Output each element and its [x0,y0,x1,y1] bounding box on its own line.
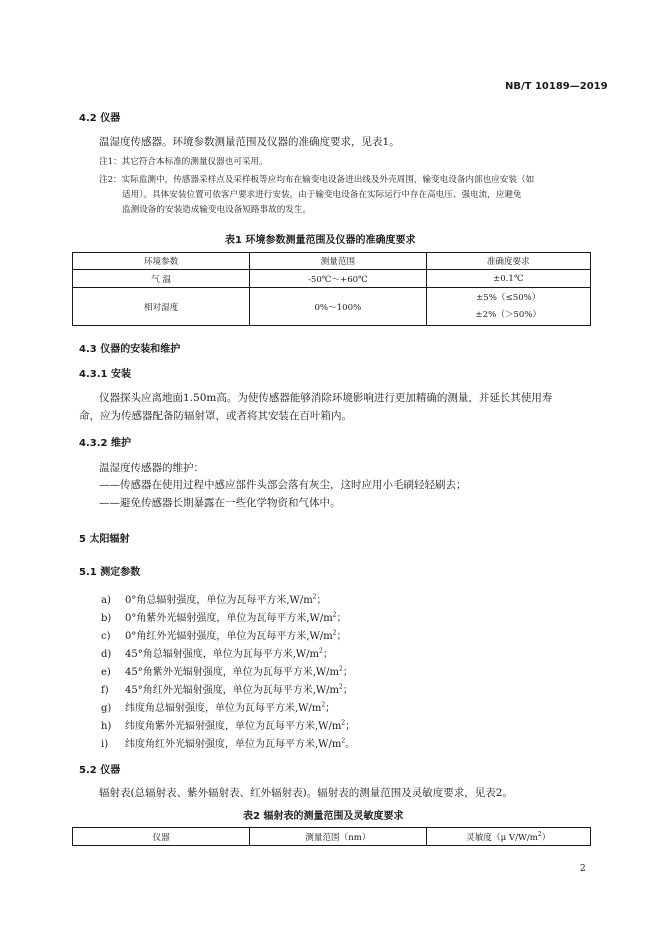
note-2-line-1: 注2：实际监测中，传感器采样点及采样板等应均布在输变电设备进出线及外壳周围，输变电设备内部也应安装（如 [99,175,535,185]
section-4-3-1-heading: 4.3.1 安装 [79,369,131,380]
section-4-2-heading: 4.2 仪器 [79,113,121,124]
list-item [101,681,353,696]
table-1-header-row [73,253,591,270]
list-item [101,735,355,750]
section-4-3-1-line-1: 仪器探头应离地面1.50m高。为使传感器能够消除环境影响进行更加精确的测量，并延长其使用寿 [99,392,553,404]
table-row [73,270,591,288]
list-item [101,627,347,642]
standard-number: NB/T 10189—2019 [505,81,608,92]
table-cell: ±0.1℃ [426,270,590,288]
section-5-1-heading: 5.1 测定参数 [79,567,141,578]
list-item [101,663,353,678]
list-text: 0°角总辐射强度，单位为瓦每平方米,W/m [125,595,313,606]
list-text: 0°角红外光辐射强度，单位为瓦每平方米,W/m [125,631,333,642]
list-marker: e) [101,667,111,678]
list-text: 纬度角总辐射强度，单位为瓦每平方米,W/m [125,703,322,714]
list-marker: i) [101,739,109,750]
table-cell: 0%～100% [250,288,426,326]
table-2-header-cell: 仪器 [73,828,250,846]
list-item [101,609,347,624]
table-2 [72,827,591,846]
section-4-2-body: 温湿度传感器。环境参数测量范围及仪器的准确度要求，见表1。 [99,136,400,148]
humidity-accuracy-high: ±2%（＞50%） [475,309,542,320]
table-1-caption: 表1 环境参数测量范围及仪器的准确度要求 [225,235,416,246]
sensitivity-label: 灵敏度（μ V/W/m [466,832,538,843]
superscript: 2 [312,593,317,601]
table-cell: 相对湿度 [73,288,250,326]
section-4-3-2-line-1: 温湿度传感器的维护： [99,462,204,474]
list-text: 45°角紫外光辐射强度，单位为瓦每平方米,W/m [125,667,340,678]
section-4-3-2-line-3: ——避免传感器长期暴露在一些化学物资和气体中。 [99,497,341,509]
table-row [73,288,591,326]
list-item [101,699,335,714]
list-end: ； [322,649,333,660]
superscript: 2 [339,665,343,673]
superscript: 2 [339,683,343,691]
table-2-caption: 表2 辐射表的测量范围及灵敏度要求 [243,811,404,822]
list-end: 。 [345,739,356,750]
section-5-heading: 5 太阳辐射 [79,534,130,545]
list-item [101,591,327,606]
section-4-3-1-line-2: 命，应为传感器配备防辐射罩，或者将其安装在百叶箱内。 [79,410,352,422]
superscript: 2 [332,629,337,637]
list-text: 纬度角红外光辐射强度，单位为瓦每平方米,W/m [125,739,342,750]
superscript: 2 [537,830,542,838]
list-end: ； [336,631,347,642]
list-marker: f) [101,685,109,696]
note-2-line-2: 适用）。具体安装位置可依客户要求进行安装，由于输变电设备在实际运行中存在高电压、强电流，应避免 [122,190,522,200]
section-4-3-2-heading: 4.3.2 维护 [79,438,131,449]
list-item [101,645,333,660]
list-end: ； [325,703,336,714]
list-text: 0°角紫外光辐射强度，单位为瓦每平方米,W/m [125,613,333,624]
list-end: ； [345,721,356,732]
list-text: 纬度角紫外光辐射强度，单位为瓦每平方米,W/m [125,721,342,732]
note-1: 注1：其它符合本标准的测量仪器也可采用。 [99,157,268,167]
table-2-header-row [73,828,591,846]
page-number: 2 [580,864,586,874]
list-marker: d) [101,649,112,660]
list-marker: a) [101,595,111,606]
list-end: ； [342,667,353,678]
section-5-2-heading: 5.2 仪器 [79,765,121,776]
list-item [101,717,355,732]
table-cell [426,288,590,326]
sensitivity-label-end: ） [541,832,551,843]
list-end: ； [316,595,327,606]
list-end: ； [342,685,353,696]
table-2-header-cell [426,828,590,846]
table-2-header-cell: 测量范围（nm） [250,828,426,846]
table-1-header-cell: 准确度要求 [426,253,590,270]
table-1 [72,252,591,326]
superscript: 2 [321,701,326,709]
table-cell: -50℃～+60℃ [250,270,426,288]
list-text: 45°角总辐射强度，单位为瓦每平方米,W/m [125,649,320,660]
superscript: 2 [341,719,346,727]
note-2-line-3: 监测设备的安装造成输变电设备短路事故的发生。 [122,205,312,215]
list-marker: h) [101,721,112,732]
table-1-header-cell: 环境参数 [73,253,250,270]
section-5-2-body: 辐射表(总辐射表、紫外辐射表、红外辐射表)。辐射表的测量范围及灵敏度要求，见表2。 [99,787,513,799]
section-4-3-2-line-2: ——传感器在使用过程中感应部件头部会落有灰尘，这时应用小毛刷轻轻刷去； [99,479,467,491]
list-marker: b) [101,613,112,624]
list-marker: g) [101,703,112,714]
humidity-accuracy-low: ±5%（≤50%） [476,292,541,303]
list-text: 45°角红外光辐射强度，单位为瓦每平方米,W/m [125,685,340,696]
superscript: 2 [332,611,337,619]
table-1-header-cell: 测量范围 [250,253,426,270]
list-end: ； [336,613,347,624]
table-cell: 气 温 [73,270,250,288]
list-marker: c) [101,631,111,642]
superscript: 2 [341,737,346,745]
section-4-3-heading: 4.3 仪器的安装和维护 [79,344,181,355]
superscript: 2 [319,647,323,655]
